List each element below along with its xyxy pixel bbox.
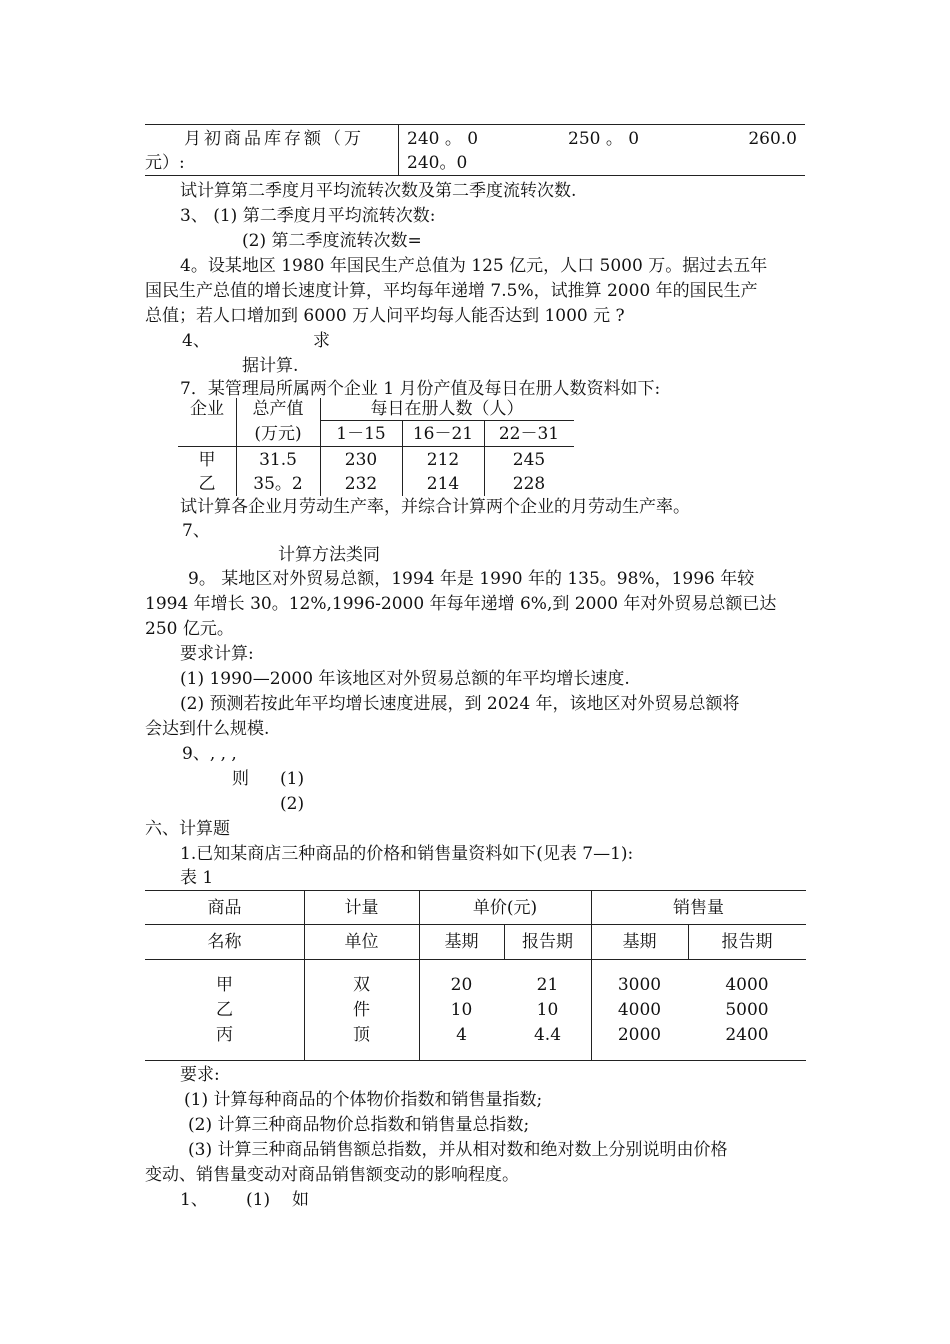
- t7-header-output: 总产值: [252, 399, 304, 419]
- question-4-line1: 4。设某地区 1980 年国民生产总值为 125 亿元，人口 5000 万。据过去五年: [180, 256, 768, 276]
- t1-cell-sales-base: 2000: [617, 1025, 662, 1045]
- t7-header-daily: 每日在册人数（人）: [370, 399, 524, 419]
- top-table-value-4: 240。0: [407, 153, 468, 173]
- t1-cell-sales-report: 4000: [725, 975, 769, 995]
- t7-rule: [178, 446, 574, 447]
- t1-header-rule: [145, 924, 806, 925]
- t7-row-p1: 232: [344, 474, 378, 494]
- answer-1-ru: 如: [292, 1190, 309, 1210]
- answer-7-number: 7、: [182, 521, 210, 541]
- t1-cell-price-report: 4.4: [533, 1025, 562, 1045]
- answer-7-text: 计算方法类同: [278, 545, 380, 565]
- t7-row-p2: 212: [426, 450, 460, 470]
- section-heading: 六、计算题: [145, 819, 230, 839]
- t7-row-p2: 214: [426, 474, 460, 494]
- t1-top-rule: [145, 890, 806, 891]
- section-6-question-1: 1.已知某商店三种商品的价格和销售量资料如下(见表 7—1):: [180, 844, 634, 864]
- t1-cell-sales-base: 3000: [617, 975, 662, 995]
- top-table-value-1: 240 。 0: [407, 129, 479, 149]
- t1-cell-price-report: 10: [536, 1000, 559, 1020]
- t1-header-price-base: 基期: [444, 932, 479, 952]
- t1-cell-unit: 双: [353, 975, 370, 995]
- t7-row-output: 31.5: [259, 450, 297, 470]
- question-9-requirement: 要求计算:: [180, 644, 254, 664]
- question-9-part2: (2) 预测若按此年平均增长速度进展，到 2024 年，该地区对外贸易总额将: [180, 694, 740, 714]
- t1-cell-name: 乙: [216, 1000, 233, 1020]
- t1-header-sales-report: 报告期: [721, 932, 773, 952]
- t1-cell-unit: 件: [353, 1000, 370, 1020]
- requirement-3-cont: 变动、销售量变动对商品销售额变动的影响程度。: [145, 1165, 519, 1185]
- t1-header-goods-name: 名称: [207, 932, 242, 952]
- question-7: 7．某管理局所属两个企业 1 月份产值及每日在册人数资料如下:: [180, 379, 661, 399]
- t1-cell-unit: 顶: [353, 1025, 370, 1045]
- t1-cell-price-base: 10: [450, 1000, 473, 1020]
- t7-row-output: 35。2: [253, 474, 303, 494]
- t7-header-output-unit: (万元): [254, 424, 302, 444]
- answer-9-ze: 则: [232, 769, 249, 789]
- t1-header-price: 单价(元): [472, 898, 538, 918]
- top-table-top-rule: [145, 124, 805, 125]
- answer-4-number: 4、: [182, 331, 210, 351]
- t7-row-p3: 245: [512, 450, 546, 470]
- top-table-value-3: 260.0: [748, 129, 797, 149]
- question-9-line1: 9。 某地区对外贸易总额，1994 年是 1990 年的 135。98%，1996 年较: [188, 569, 755, 589]
- t1-bottom-rule: [145, 1060, 806, 1061]
- t7-header-company: 企业: [190, 399, 224, 419]
- text-line: (2) 第二季度流转次数=: [242, 231, 422, 251]
- top-table-label-line2: 元）:: [145, 153, 185, 173]
- requirement-3: (3) 计算三种商品销售额总指数，并从相对数和绝对数上分别说明由价格: [188, 1140, 728, 1160]
- t1-cell-sales-report: 2400: [725, 1025, 769, 1045]
- t1-header-sales: 销售量: [673, 898, 724, 918]
- t1-header-goods: 商品: [207, 898, 242, 918]
- t1-cell-sales-report: 5000: [725, 1000, 769, 1020]
- t1-cell-name: 丙: [216, 1025, 233, 1045]
- question-9-line3: 250 亿元。: [145, 619, 234, 639]
- question-4-line3: 总值；若人口增加到 6000 万人问平均每人能否达到 1000 元 ?: [145, 306, 625, 326]
- answer-1-number: 1、: [180, 1190, 208, 1210]
- t1-cell-price-base: 4: [456, 1025, 467, 1045]
- t7-row-p3: 228: [512, 474, 546, 494]
- requirements-heading: 要求:: [180, 1065, 220, 1085]
- table-caption: 表 1: [180, 868, 214, 888]
- t7-row-p1: 230: [344, 450, 378, 470]
- t1-header-unit: 计量: [344, 898, 379, 918]
- text-line: 3、 (1) 第二季度月平均流转次数:: [180, 206, 436, 226]
- question-9-line2: 1994 年增长 30。12%,1996-2000 年每年递增 6%,到 2000 年对外贸易总额已达: [145, 594, 777, 614]
- t1-header-unit-2: 单位: [344, 932, 379, 952]
- t1-cell-sales-base: 4000: [617, 1000, 662, 1020]
- top-table-bottom-rule: [145, 175, 805, 176]
- t7-header-period-2: 16－21: [412, 424, 474, 444]
- t7-rule: [320, 420, 574, 421]
- t7-header-period-3: 22－31: [498, 424, 560, 444]
- question-7-task: 试计算各企业月劳动生产率，并综合计算两个企业的月劳动生产率。: [180, 497, 690, 517]
- answer-9-number: 9、, , ,: [182, 744, 237, 764]
- top-table-value-2: 250 。 0: [568, 129, 640, 149]
- question-4-line2: 国民生产总值的增长速度计算，平均每年递增 7.5%，试推算 2000 年的国民生产: [145, 281, 758, 301]
- question-9-part2-cont: 会达到什么规模.: [145, 719, 270, 739]
- t1-cell-name: 甲: [216, 975, 233, 995]
- t1-cell-price-report: 21: [536, 975, 559, 995]
- question-9-part1: (1) 1990—2000 年该地区对外贸易总额的年平均增长速度.: [180, 669, 630, 689]
- requirement-1: (1) 计算每种商品的个体物价指数和销售量指数;: [184, 1090, 543, 1110]
- text-line: 试计算第二季度月平均流转次数及第二季度流转次数.: [180, 181, 577, 201]
- answer-4-text: 据计算.: [242, 356, 299, 376]
- top-table-divider: [398, 124, 399, 175]
- answer-1-part1: (1): [246, 1190, 271, 1210]
- t1-header-sales-base: 基期: [622, 932, 657, 952]
- top-table-label-line1: 月初商品库存额（万: [184, 129, 364, 149]
- t7-row-name: 甲: [198, 450, 216, 470]
- answer-9-part1: (1): [280, 769, 305, 789]
- t1-cell-price-base: 20: [450, 975, 473, 995]
- t7-header-period-1: 1－15: [336, 424, 386, 444]
- t7-row-name: 乙: [198, 474, 216, 494]
- t1-body-rule: [145, 959, 806, 960]
- requirement-2: (2) 计算三种商品物价总指数和销售量总指数;: [188, 1115, 530, 1135]
- t1-header-price-report: 报告期: [522, 932, 573, 952]
- answer-4-qiu: 求: [313, 331, 330, 351]
- answer-9-part2: (2): [280, 794, 305, 814]
